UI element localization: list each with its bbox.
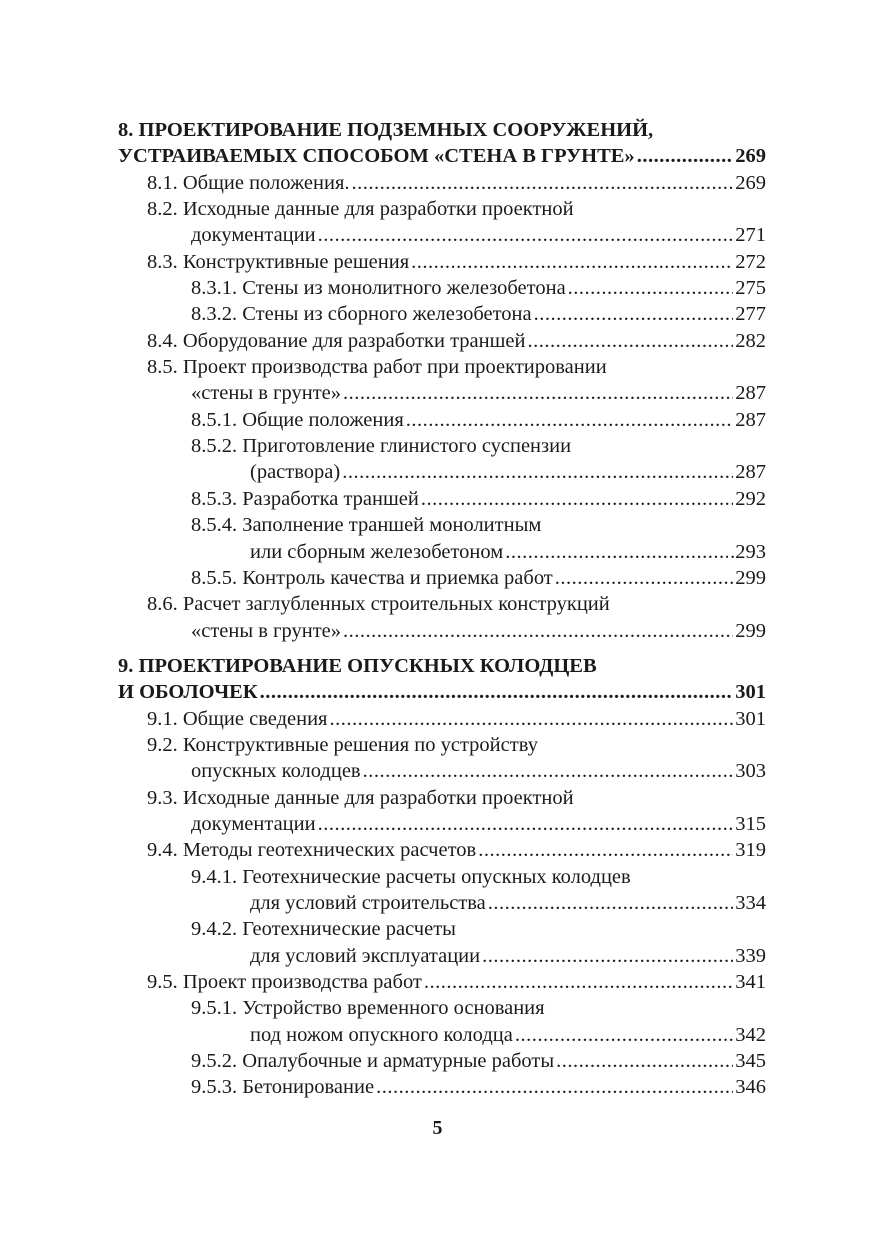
dot-leader [342,459,733,485]
toc-entry-continued [118,732,766,758]
toc-entry-title: документации [191,224,316,247]
toc-entry [118,328,766,354]
dot-leader [424,969,733,995]
toc-entry [118,486,766,512]
toc-entry-page: 282 [735,329,766,352]
toc-entry-page: 299 [735,566,766,589]
toc-entry [118,459,766,485]
dot-leader [527,328,733,354]
toc-entry [118,1022,766,1048]
toc-entry-page: 303 [735,760,766,783]
page-number: 5 [432,1117,443,1139]
toc-entry-page: 341 [735,971,766,993]
dot-leader [555,565,733,591]
toc-entry-title: 8.2. Исходные данные для разработки проектной [147,198,574,221]
toc-entry [118,275,766,301]
toc-entry-continued [118,117,766,143]
toc-entry [118,170,766,196]
toc-entry-title: И ОБОЛОЧЕК [118,681,258,704]
toc-entry-page: 339 [735,944,766,967]
toc-entry-title: 8.5.3. Разработка траншей [191,487,419,510]
toc-entry-continued [118,916,766,942]
toc-entry-continued [118,995,766,1021]
toc-entry-page: 269 [735,145,766,168]
dot-leader [482,943,733,969]
toc-entry-page: 271 [735,224,766,247]
dot-leader [515,1022,733,1048]
toc-entry-title: 9.5.3. Бетонирование [191,1076,375,1099]
toc-entry-title: 8.5.4. Заполнение траншей монолитным [191,514,542,537]
dot-leader [318,222,734,248]
toc-entry [118,249,766,275]
toc-entry-title: 9.5. Проект производства работ [147,971,422,993]
toc-entry-title: под ножом опускного колодца [250,1023,513,1046]
dot-leader [260,679,734,705]
toc-entry-title: «стены в грунте» [191,382,341,405]
toc-entry-title: 8.3. Конструктивные решения [147,250,410,273]
toc-entry-title: для условий эксплуатации [250,944,481,967]
toc-entry-title: 8.1. Общие положения. [147,171,350,194]
dot-leader [421,486,733,512]
dot-leader [343,618,733,644]
toc-entry-title: 9.3. Исходные данные для разработки проектной [147,786,574,809]
dot-leader [352,170,734,196]
dot-leader [411,249,733,275]
toc-entry-continued [118,785,766,811]
dot-leader [505,539,728,565]
toc-entry-continued [118,433,766,459]
toc-entry-title: (раствора) [250,461,341,484]
toc-entry-continued [118,864,766,890]
dot-leader [488,890,733,916]
toc-entry-title: 8.5.5. Контроль качества и приемка работ [191,566,553,589]
toc-entry-page: 287 [735,382,766,405]
toc-entry-page: 315 [735,812,766,835]
toc-entry-title: 9.5.1. Устройство временного основания [191,997,545,1020]
toc-entry-title: опускных колодцев [191,760,361,783]
dot-leader [406,407,734,433]
toc-entry [118,1074,766,1100]
toc-entry-title: 8.4. Оборудование для разработки траншей [147,329,526,352]
toc-entry-continued [118,196,766,222]
toc-entry-page: 301 [735,681,766,704]
toc-entry-title: 9.5.2. Опалубочные и арматурные работы [191,1050,555,1073]
toc-entry-continued [118,354,766,380]
toc-entry-page: 275 [735,277,766,300]
toc-entry-page: 287 [735,461,766,484]
toc-entry-title: 8. ПРОЕКТИРОВАНИЕ ПОДЗЕМНЫХ СООРУЖЕНИЙ, [118,119,654,141]
toc-entry-page: 277 [735,303,766,326]
toc-entry-title: 9.4. Методы геотехнических расчетов [147,839,477,862]
dot-leader [318,811,734,837]
dot-leader [478,837,733,863]
toc-entry [118,222,766,248]
toc-entry-title: УСТРАИВАЕМЫХ СПОСОБОМ «СТЕНА В ГРУНТЕ» [118,145,635,168]
toc-entry-page: 287 [735,408,766,431]
dot-leader [568,275,734,301]
toc-entry [118,969,766,995]
toc-entry [118,758,766,784]
toc-entry-title: 8.5.1. Общие положения [191,408,404,431]
toc-entry [118,407,766,433]
toc-entry [118,380,766,406]
toc-entry-title: 8.6. Расчет заглубленных строительных конструкций [147,593,610,616]
dot-leader [637,143,734,169]
toc-entry [118,565,766,591]
dot-leader [343,380,733,406]
dot-leader [534,301,734,327]
dot-leader [376,1074,733,1100]
toc-entry-title: 9.1. Общие сведения [147,707,328,730]
toc-entry-continued [118,512,766,538]
toc-entry-title: документации [191,812,316,835]
toc-entry [118,301,766,327]
toc-entry-page: 299 [735,619,766,642]
toc-entry [118,1048,766,1074]
toc-entry-page: 334 [735,891,766,914]
dot-leader [556,1048,733,1074]
toc-entry-title: 9. ПРОЕКТИРОВАНИЕ ОПУСКНЫХ КОЛОДЦЕВ [118,654,597,677]
toc-entry-title: 8.5.2. Приготовление глинистого суспензии [191,435,572,458]
toc-entry [118,539,766,565]
toc-entry-continued [118,591,766,617]
toc-entry [118,943,766,969]
toc-entry-page: 342 [735,1023,766,1046]
toc-entry-title: 8.3.1. Стены из монолитного железобетона [191,277,566,300]
toc-entry [118,679,766,705]
toc-entry-page: 345 [735,1050,766,1073]
toc-entry-page: 319 [735,839,766,862]
toc-entry-title: 8.3.2. Стены из сборного железобетона [191,303,532,326]
toc-entry-page: 301 [735,707,766,730]
toc-entry-title: 9.4.2. Геотехнические расчеты [191,918,456,941]
toc-entry-title: 9.2. Конструктивные решения по устройству [147,733,538,756]
toc-entry [118,837,766,863]
toc-entry-title: 8.5. Проект производства работ при проектировании [147,356,607,379]
toc-entry-title: для условий строительства [250,891,486,914]
table-of-contents [118,117,766,1101]
toc-entry-page: .293 [730,540,766,563]
toc-entry [118,890,766,916]
toc-entry [118,706,766,732]
toc-entry-page: 272 [735,250,766,273]
toc-entry [118,618,766,644]
toc-entry-title: «стены в грунте» [191,619,341,642]
toc-entry [118,143,766,169]
dot-leader [363,758,734,784]
dot-leader [329,706,733,732]
toc-entry-title: или сборным железобетоном [250,540,504,563]
toc-entry [118,811,766,837]
toc-entry-title: 9.4.1. Геотехнические расчеты опускных колодцев [191,865,631,888]
toc-entry-page: 269 [735,171,766,194]
toc-entry-page: 346 [735,1076,766,1099]
toc-entry-page: 292 [735,487,766,510]
toc-entry-continued [118,653,766,679]
